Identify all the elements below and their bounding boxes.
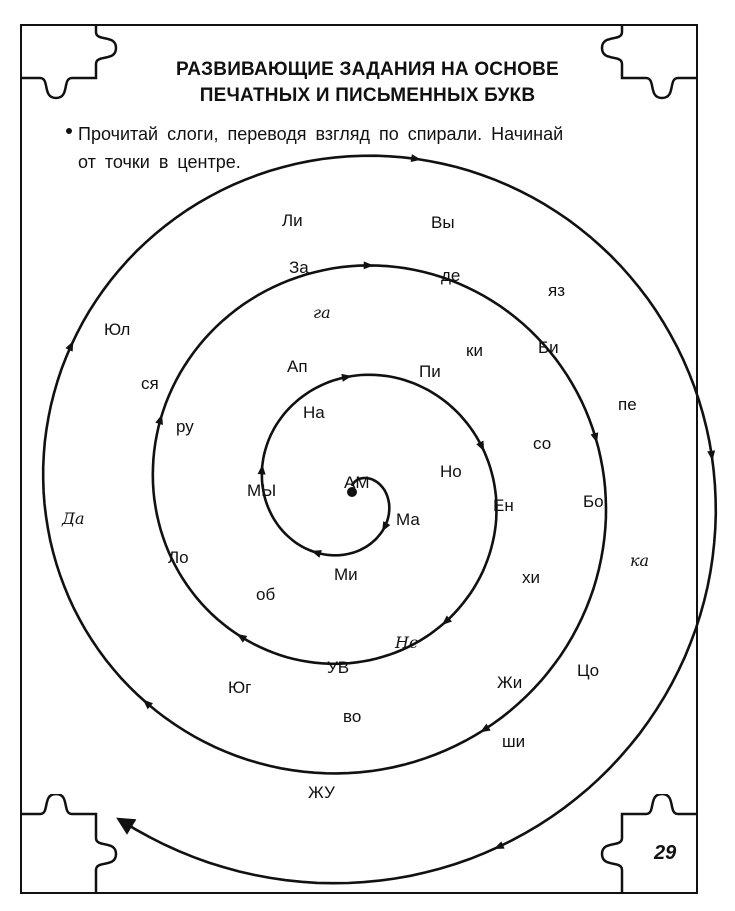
syllable-item: ка [630,551,650,570]
instruction-line-1: Прочитай слоги, переводя взгляд по спирали. Начинай [78,124,564,144]
syllable-item: хи [522,568,540,587]
syllable-item: Вы [431,213,455,232]
title-line-1: РАЗВИВАЮЩИЕ ЗАДАНИЯ НА ОСНОВЕ [176,59,559,80]
syllable-labels [61,211,649,802]
syllable-item: ки [466,341,483,360]
syllable-item: УВ [327,658,350,677]
syllable-item: во [343,707,362,726]
syllable-item: пе [618,395,637,414]
direction-arrow-icon [258,464,267,475]
syllable-item: Ми [334,565,358,584]
page-number: 29 [654,842,677,864]
spiral-path [43,156,716,884]
syllable-item: Ен [493,496,514,515]
direction-arrow-icon [65,339,77,351]
syllable-end: ЖУ [308,783,335,802]
syllable-item: ши [502,732,526,751]
syllable-item: об [256,585,276,604]
syllable-item: На [303,403,325,422]
syllable-item: Пи [419,362,441,381]
syllable-item: га [313,303,331,322]
syllable-item: Ло [168,548,189,567]
syllable-item: ся [141,374,159,393]
syllable-item: Ап [287,357,308,376]
syllable-item: Да [62,509,85,528]
title-line-2: ПЕЧАТНЫХ И ПИСЬМЕННЫХ БУКВ [199,85,536,106]
syllable-item: За [289,258,309,277]
syllable-center: АМ [344,473,370,492]
direction-arrow-icon [310,547,322,558]
syllable-item: Цо [577,661,600,680]
direction-arrows [65,154,716,853]
syllable-item: Ма [396,510,420,529]
direction-arrow-icon [476,441,487,453]
syllable-item: МЫ [247,481,277,500]
syllable-item: Юг [228,678,252,697]
direction-arrow-icon [492,841,504,852]
instruction-line-2: от точки в центре. [78,152,241,172]
syllable-item: Би [538,338,559,357]
syllable-item: яз [548,281,565,300]
syllable-item: Но [440,462,462,481]
syllable-item: Не [395,633,419,652]
syllable-item: Бо [583,492,604,511]
syllable-item: Жи [497,673,523,692]
syllable-item: Юл [104,320,131,339]
syllable-item: Ли [282,211,303,230]
syllable-item: де [441,266,461,285]
syllable-item: ру [176,417,194,436]
syllable-item: со [533,434,552,453]
direction-arrow-icon [364,261,374,269]
spiral-line [43,156,716,884]
